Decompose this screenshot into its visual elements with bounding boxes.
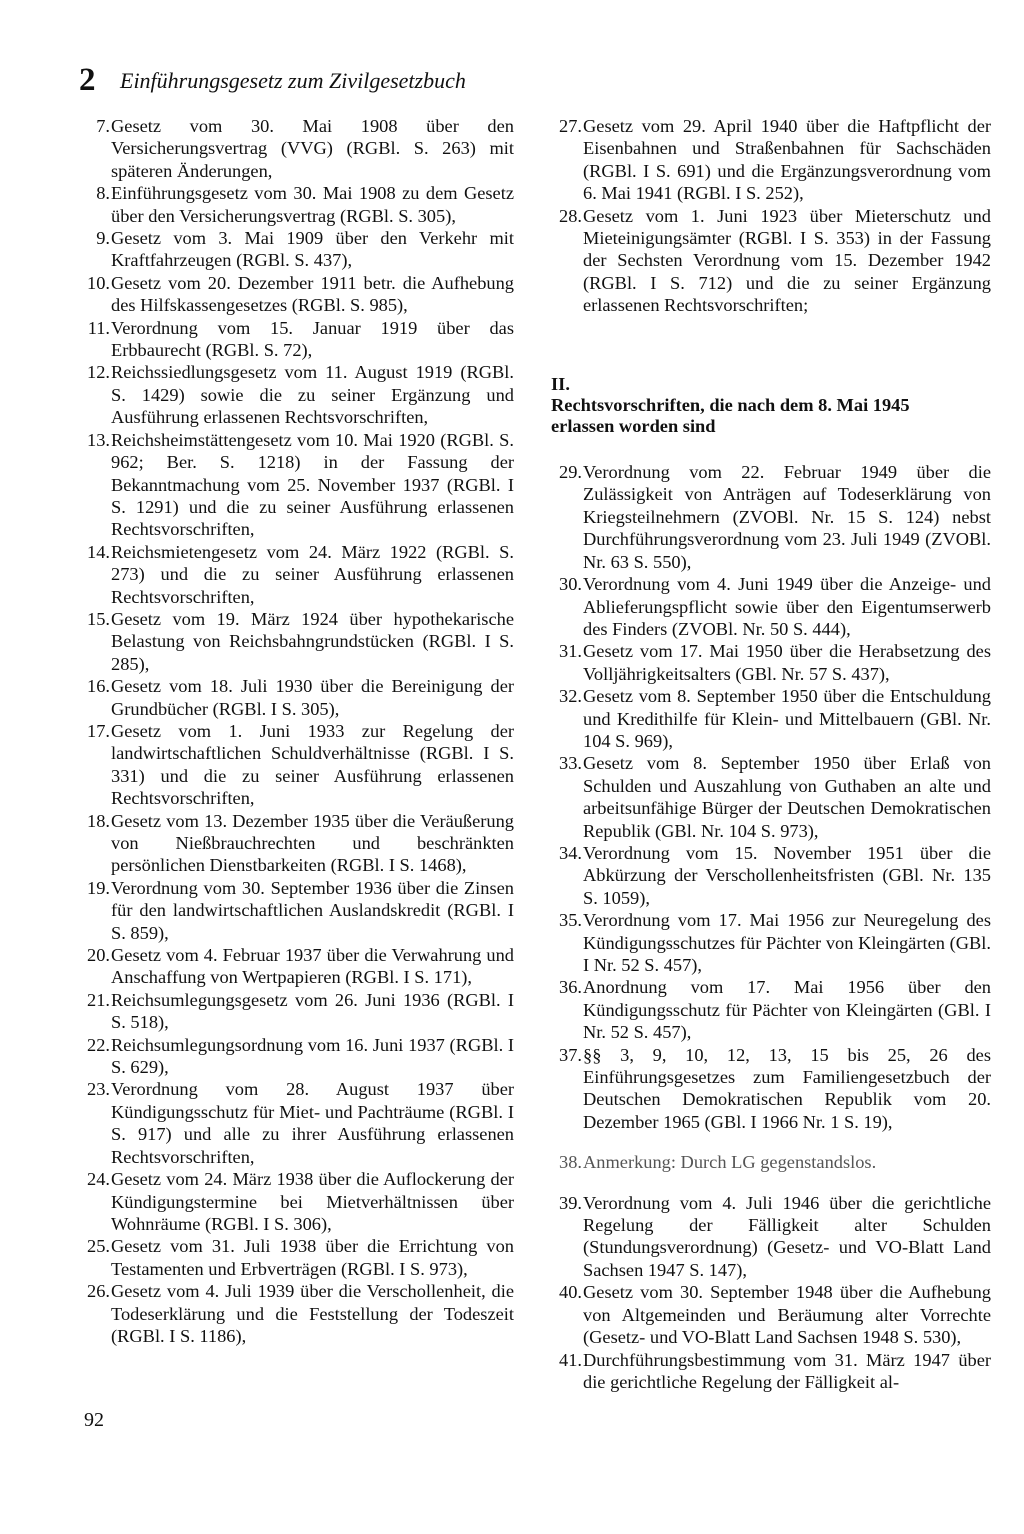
item-number: 21. bbox=[87, 989, 110, 1010]
list-item bbox=[79, 1078, 514, 1168]
list-item bbox=[551, 752, 991, 842]
list-item bbox=[551, 1349, 991, 1394]
item-number: 24. bbox=[87, 1169, 110, 1190]
item-text: Anordnung vom 17. Mai 1956 über den Kündigungsschutz für Pächter von Kleingärten (GBl. I Nr. 52 S. 457), bbox=[583, 977, 991, 1043]
list-item bbox=[551, 1151, 991, 1173]
section-title: Rechtsvorschriften, die nach dem 8. Mai 1945 erlassen worden sind bbox=[551, 395, 910, 437]
item-number: 16. bbox=[87, 676, 110, 697]
item-number: 8. bbox=[96, 183, 110, 204]
list-item bbox=[551, 1192, 991, 1282]
item-number: 35. bbox=[559, 910, 582, 931]
item-number: 28. bbox=[559, 205, 582, 226]
left-column bbox=[79, 115, 514, 1347]
list-item bbox=[79, 608, 514, 675]
item-text: Gesetz vom 20. Dezember 1911 betr. die Aufhebung des Hilfskassengesetzes (RGBl. S. 985), bbox=[111, 272, 514, 316]
item-text: Gesetz vom 1. Juni 1933 zur Regelung der landwirtschaftlichen Schuldverhältnisse (RGBl. I S. 331) und die zu seiner Ausführung erlassenen Rechtsvorschriften, bbox=[111, 720, 514, 809]
item-text: Gesetz vom 17. Mai 1950 über die Herabsetzung des Volljährigkeitsalters (GBl. Nr. 57 S. 437), bbox=[583, 641, 991, 684]
item-number: 18. bbox=[87, 810, 110, 831]
list-item bbox=[551, 976, 991, 1043]
list-item bbox=[79, 115, 514, 182]
list-item bbox=[79, 810, 514, 877]
item-number: 40. bbox=[559, 1282, 582, 1303]
item-text: §§ 3, 9, 10, 12, 13, 15 bis 25, 26 des Einführungsgesetzes zum Familiengesetzbuch der Deutschen Demokratischen Republik vom 20. Dezember 1965 (GBl. I 1966 Nr. 1 S. 19), bbox=[583, 1044, 991, 1132]
item-text: Gesetz vom 4. Juli 1939 über die Verschollenheit, die Todeserklärung und die Feststellung der Todeszeit (RGBl. I S. 1186), bbox=[111, 1281, 514, 1346]
item-text: Anmerkung: Durch LG gegenstandslos. bbox=[583, 1152, 877, 1173]
list-item bbox=[79, 675, 514, 720]
list-item bbox=[79, 317, 514, 362]
item-number: 19. bbox=[87, 877, 110, 898]
item-number: 33. bbox=[559, 753, 582, 774]
item-text: Gesetz vom 4. Februar 1937 über die Verwahrung und Anschaffung von Wertpapieren (RGBl. I S. 171), bbox=[111, 945, 514, 988]
item-number: 9. bbox=[96, 228, 110, 249]
list-item bbox=[79, 272, 514, 317]
item-text: Gesetz vom 8. September 1950 über Erlaß von Schulden und Auszahlung von Guthaben an alte und arbeitsunfähige Bürger der Deutschen Demokratischen Republik (GBl. Nr. 104 S. 973), bbox=[583, 753, 991, 841]
list-item bbox=[551, 115, 991, 205]
item-text: Gesetz vom 31. Juli 1938 über die Errichtung von Testamenten und Erbverträgen (RGBl. I S. 973), bbox=[111, 1236, 514, 1279]
item-text: Verordnung vom 22. Februar 1949 über die Zulässigkeit von Anträgen auf Todeserklärung von Kriegsteilnehmern (ZVOBl. Nr. 15 S. 124) nebst Durchführungsverordnung vom 23. Juli 1949 (ZVOBl. Nr. 63 S. 550), bbox=[583, 462, 991, 572]
item-number: 39. bbox=[559, 1192, 582, 1213]
item-number: 37. bbox=[559, 1044, 582, 1065]
item-number: 10. bbox=[87, 272, 110, 293]
running-title: Einführungsgesetz zum Zivilgesetzbuch bbox=[120, 68, 466, 93]
item-number: 31. bbox=[559, 641, 582, 662]
list-item bbox=[79, 182, 514, 227]
item-number: 23. bbox=[87, 1079, 110, 1100]
item-number: 7. bbox=[96, 116, 110, 136]
list-item bbox=[551, 685, 991, 752]
item-text: Gesetz vom 18. Juli 1930 über die Bereinigung der Grundbücher (RGBl. I S. 305), bbox=[111, 676, 514, 719]
item-number: 27. bbox=[559, 116, 582, 136]
item-text: Gesetz vom 29. April 1940 über die Haftpflicht der Eisenbahnen und Straßenbahnen für Sachschäden (RGBl. I S. 691) und die Ergänzungsverordnung vom 6. Mai 1941 (RGBl. I S. 252), bbox=[583, 116, 991, 204]
list-item bbox=[551, 909, 991, 976]
list-item bbox=[551, 573, 991, 640]
item-text: Gesetz vom 19. März 1924 über hypothekarische Belastung von Reichsbahngrundstücken (RGBl. I S. 285), bbox=[111, 608, 514, 674]
list-item bbox=[551, 1281, 991, 1348]
list-item bbox=[79, 227, 514, 272]
list-item bbox=[551, 640, 991, 685]
item-text: Verordnung vom 15. November 1951 über die Abkürzung der Verschollenheitsfristen (GBl. Nr. 135 S. 1059), bbox=[583, 842, 991, 908]
list-item bbox=[79, 877, 514, 944]
item-text: Gesetz vom 1. Juni 1923 über Mieterschutz und Mieteinigungsämter (RGBl. I S. 353) in der Fassung der Sechsten Verordnung vom 15. Dezember 1942 (RGBl. I S. 712) und die zu seiner Ergänzung erlassenen Rechtsvorschriften; bbox=[583, 205, 991, 316]
list-item bbox=[551, 842, 991, 909]
item-number: 17. bbox=[87, 720, 110, 741]
list-item bbox=[79, 720, 514, 810]
item-text: Verordnung vom 4. Juli 1946 über die gerichtliche Regelung der Fälligkeit alter Schulden (Stundungsverordnung) (Gesetz- und VO-Blatt Land Sachsen 1947 S. 147), bbox=[583, 1192, 991, 1280]
item-text: Verordnung vom 4. Juni 1949 über die Anzeige- und Ablieferungspflicht sowie über den Eigentumserwerb des Finders (ZVOBl. Nr. 50 S. 444), bbox=[583, 574, 991, 639]
item-text: Einführungsgesetz vom 30. Mai 1908 zu dem Gesetz über den Versicherungsvertrag (RGBl. S. 305), bbox=[111, 183, 514, 226]
chapter-number: 2 bbox=[79, 62, 96, 98]
item-text: Verordnung vom 30. September 1936 über die Zinsen für den landwirtschaftlichen Auslandskredit (RGBl. I S. 859), bbox=[111, 877, 514, 943]
item-number: 29. bbox=[559, 462, 582, 483]
item-number: 22. bbox=[87, 1034, 110, 1055]
running-header bbox=[79, 60, 979, 100]
item-text: Durchführungsbestimmung vom 31. März 1947 über die gerichtliche Regelung der Fälligkeit al- bbox=[583, 1349, 991, 1392]
item-number: 32. bbox=[559, 686, 582, 707]
item-number: 38. bbox=[559, 1152, 582, 1173]
list-item bbox=[79, 429, 514, 541]
list-item bbox=[79, 541, 514, 608]
item-text: Reichsumlegungsgesetz vom 26. Juni 1936 (RGBl. I S. 518), bbox=[111, 989, 514, 1033]
item-text: Verordnung vom 17. Mai 1956 zur Neuregelung des Kündigungsschutzes für Pächter von Kleingärten (GBl. I Nr. 52 S. 457), bbox=[583, 910, 991, 975]
item-number: 20. bbox=[87, 945, 110, 966]
list-item bbox=[551, 205, 991, 317]
item-number: 30. bbox=[559, 574, 582, 595]
item-number: 26. bbox=[87, 1281, 110, 1302]
list-item bbox=[79, 989, 514, 1034]
item-text: Gesetz vom 8. September 1950 über die Entschuldung und Kredithilfe für Klein- und Mittelbauern (GBl. Nr. 104 S. 969), bbox=[583, 686, 991, 751]
item-text: Gesetz vom 3. Mai 1909 über den Verkehr mit Kraftfahrzeugen (RGBl. S. 437), bbox=[111, 228, 514, 271]
item-text: Verordnung vom 15. Januar 1919 über das Erbbaurecht (RGBl. S. 72), bbox=[111, 317, 514, 361]
item-text: Gesetz vom 24. März 1938 über die Auflockerung der Kündigungstermine bei Mietverhältnissen über Wohnräume (RGBl. I S. 306), bbox=[111, 1169, 514, 1234]
item-text: Gesetz vom 13. Dezember 1935 über die Veräußerung von Nießbrauchrechten und beschränkten persönlichen Dienstbarkeiten (RGBl. I S. 1468), bbox=[111, 810, 514, 876]
item-text: Reichsmietengesetz vom 24. März 1922 (RGBl. S. 273) und die zu seiner Ausführung erlassenen Rechtsvorschriften, bbox=[111, 541, 514, 607]
section-number: II. bbox=[551, 373, 570, 394]
list-item bbox=[79, 1280, 514, 1347]
right-column bbox=[551, 115, 991, 1393]
list-item bbox=[79, 1168, 514, 1235]
item-number: 14. bbox=[87, 541, 110, 562]
list-item bbox=[551, 1044, 991, 1134]
item-text: Gesetz vom 30. September 1948 über die Aufhebung von Altgemeinden und Beräumung alter Vorrechte (Gesetz- und VO-Blatt Land Sachsen 1948 S. 530), bbox=[583, 1282, 991, 1348]
item-number: 15. bbox=[87, 608, 110, 629]
item-number: 25. bbox=[87, 1236, 110, 1257]
list-item bbox=[79, 944, 514, 989]
item-number: 12. bbox=[87, 362, 110, 383]
item-number: 36. bbox=[559, 977, 582, 998]
item-text: Reichssiedlungsgesetz vom 11. August 1919 (RGBl. S. 1429) sowie die zu seiner Ergänzung und Ausführung erlassenen Rechtsvorschriften, bbox=[111, 362, 514, 428]
item-text: Reichsumlegungsordnung vom 16. Juni 1937 (RGBl. I S. 629), bbox=[111, 1034, 514, 1078]
list-item bbox=[79, 1034, 514, 1079]
list-item bbox=[79, 361, 514, 428]
list-item bbox=[79, 1235, 514, 1280]
item-number: 41. bbox=[559, 1349, 582, 1370]
item-text: Reichsheimstättengesetz vom 10. Mai 1920 (RGBl. S. 962; Ber. S. 1218) in der Fassung der Bekanntmachung vom 25. November 1937 (RGBl. I S. 1291) und die zu seiner Ausführung erlassenen Rechtsvorschriften, bbox=[111, 429, 514, 540]
item-text: Gesetz vom 30. Mai 1908 über den Versicherungsvertrag (VVG) (RGBl. S. 263) mit späteren Änderungen, bbox=[111, 116, 514, 181]
item-number: 13. bbox=[87, 429, 110, 450]
item-text: Verordnung vom 28. August 1937 über Kündigungsschutz für Miet- und Pachträume (RGBl. I S. 917) und alle zu ihrer Ausführung erlassenen Rechtsvorschriften, bbox=[111, 1079, 514, 1167]
page-number: 92 bbox=[84, 1409, 104, 1431]
item-number: 34. bbox=[559, 842, 582, 863]
item-number: 11. bbox=[87, 317, 110, 338]
list-item bbox=[551, 461, 991, 573]
